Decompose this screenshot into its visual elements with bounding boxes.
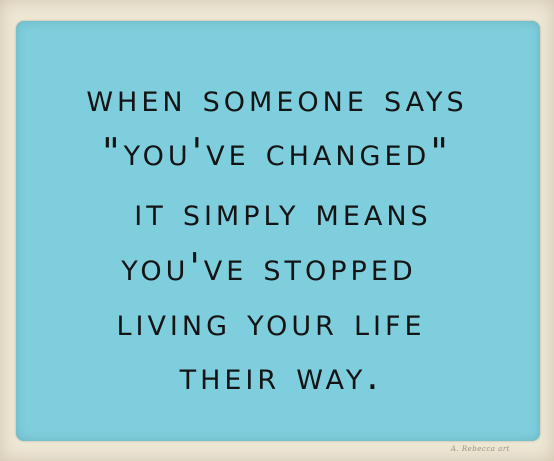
quote-line-1: when someone says <box>86 76 468 120</box>
quote-line-2: "you've changed" <box>102 130 452 174</box>
quote-line-5: living your life <box>116 300 426 344</box>
artist-signature: A. Rebecca art <box>450 445 510 453</box>
quote-line-4: you've stopped <box>121 245 417 289</box>
quote-line-6: their way. <box>179 354 383 398</box>
quote-line-3: it simply means <box>134 190 432 234</box>
